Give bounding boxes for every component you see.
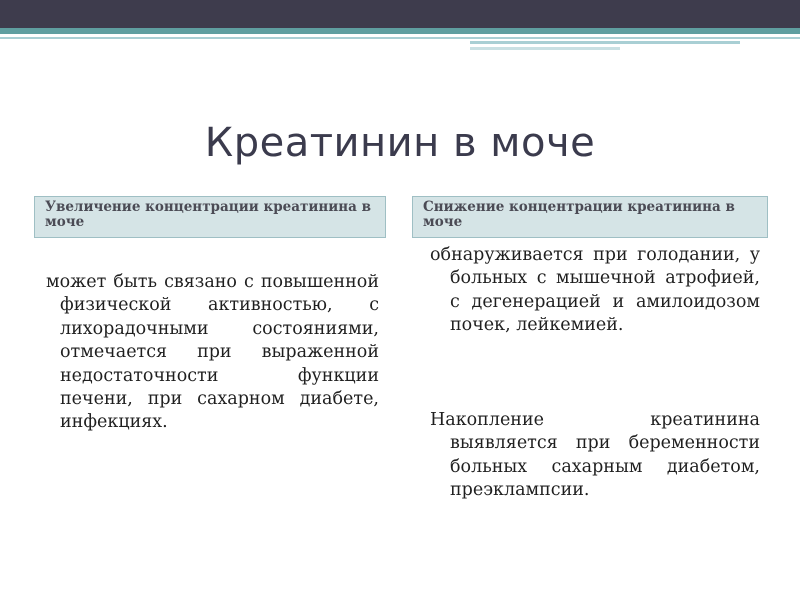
accumulation-description: Накопление креатинина выявляется при беременности больных сахарным диабетом, преэклампсии. [430,410,760,501]
decorative-line [0,37,800,39]
slide-title: Креатинин в моче [204,120,596,166]
decorative-line [470,47,620,50]
decrease-column-header: Снижение концентрации креатинина в моче [412,196,768,238]
decorative-line [470,41,740,44]
top-decorative-bar [0,0,800,28]
top-accent-stripe [0,28,800,34]
decrease-description: обнаруживается при голодании, у больных с мышечной атрофией, с дегенерацией и амилоидозом почек, лейкемией. [430,245,760,336]
increase-column-header: Увеличение концентрации креатинина в моче [34,196,386,238]
increase-description: может быть связано с повышенной физической активностью, с лихорадочными состояниями, отмечается при выраженной недостаточности функции печени, при сахарном диабете, инфекциях. [46,272,379,433]
